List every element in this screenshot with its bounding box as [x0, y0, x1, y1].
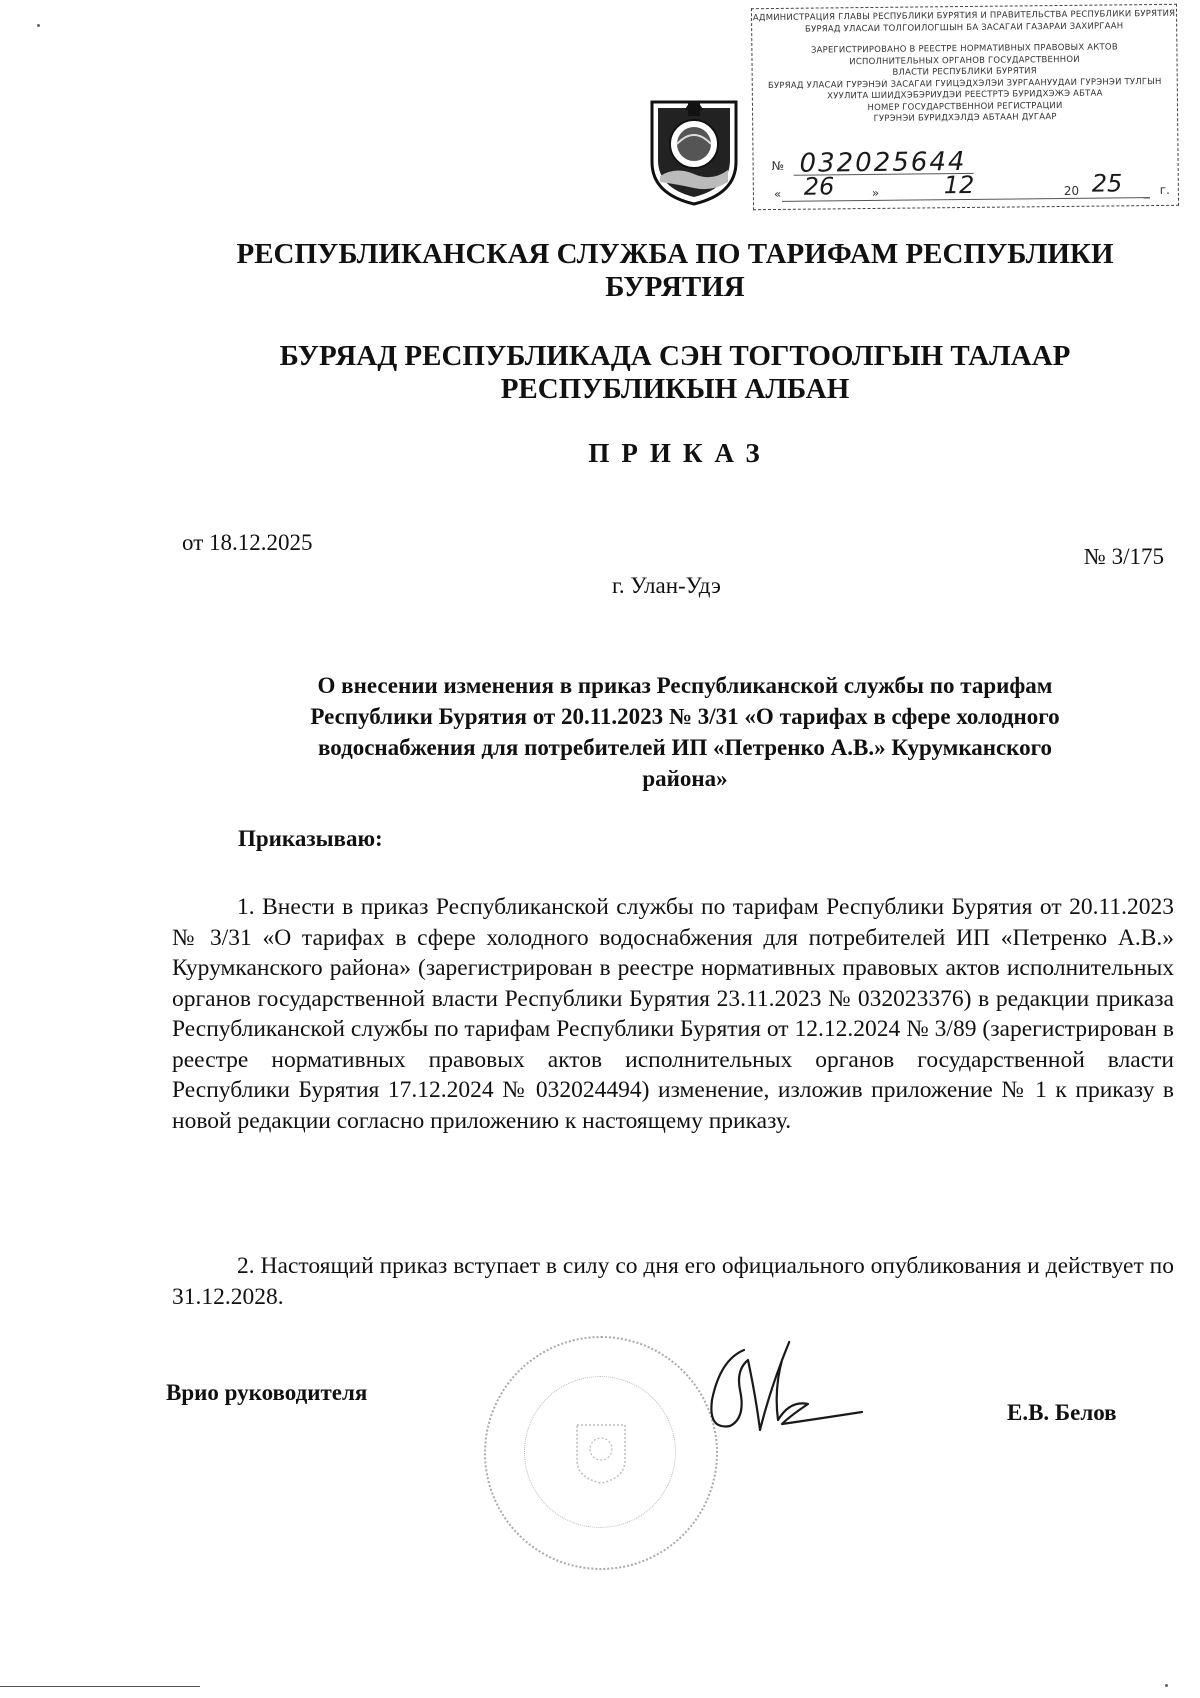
stamp-line: ВЛАСТИ РЕСПУБЛИКИ БУРЯТИЯ	[892, 66, 1037, 78]
stamp-date-year: 25	[1091, 169, 1123, 198]
stamp-date-suffix: г.	[1159, 182, 1170, 197]
stamp-number-label: №	[771, 158, 785, 174]
signatory-position: Врио руководителя	[166, 1380, 368, 1405]
handwritten-signature	[690, 1320, 870, 1450]
order-word: Приказываю:	[238, 826, 383, 851]
document-city: г. Улан-Удэ	[612, 573, 721, 598]
stamp-line: НОМЕР ГОСУДАРСТВЕННОЙ РЕГИСТРАЦИИ	[867, 100, 1063, 113]
scan-speck	[37, 24, 40, 27]
stamp-line: ЗАРЕГИСТРИРОВАНО В РЕЕСТРЕ НОРМАТИВНЫХ ПРАВОВЫХ АКТОВ	[810, 42, 1118, 56]
document-date: от 18.12.2025	[182, 530, 313, 555]
stamp-line: ИСПОЛНИТЕЛЬНЫХ ОРГАНОВ ГОСУДАРСТВЕННОЙ	[849, 54, 1080, 67]
stamp-line: ГУРЭНЭЙ БУРИДХЭЛДЭ АБТААН ДУГААР	[873, 112, 1057, 124]
stamp-registration-number: 032025644	[799, 146, 967, 179]
stamp-date-month: 12	[943, 170, 975, 200]
stamp-date-year-prefix: 20	[1063, 183, 1080, 198]
stamp-date-day: 26	[803, 172, 835, 201]
org-name-buryat: БУРЯАД РЕСПУБЛИКАДА СЭН ТОГТООЛГЫН ТАЛААР РЕСПУБЛИКЫН АЛБАН	[279, 340, 1071, 405]
document-type: ПРИКАЗ	[588, 438, 772, 468]
scan-speck	[1165, 1684, 1168, 1687]
stamp-line: ХУУЛИТА ШИИДХЭБЭРИУДЭЙ РЕЕСТРТЭ БУРИДХЭЖЭ АБТАА	[827, 88, 1103, 102]
org-name-russian: РЕСПУБЛИКАНСКАЯ СЛУЖБА ПО ТАРИФАМ РЕСПУБЛИКИ БУРЯТИЯ	[236, 238, 1114, 303]
stamp-date-row: « 26 » 12 20 25 г.	[773, 169, 1170, 202]
signatory-name: Е.В. Белов	[1007, 1400, 1117, 1425]
official-seal	[484, 1336, 718, 1570]
coat-of-arms-icon	[646, 96, 742, 208]
stamp-line: БУРЯАД УЛАСАЙ ГУРЭНЭЙ ЗАСАГАЙ ГУЙЦЭДХЭЛЭЙ ЗУРГААНУУДАЙ ГУРЭНЭЙ ТУЛГЫН	[767, 76, 1162, 91]
seal-emblem-icon	[574, 1422, 628, 1486]
order-paragraph-2: 2. Настоящий приказ вступает в силу со дня его официального опубликования и действует по 31.12.2028.	[172, 1253, 1174, 1310]
document-number: № 3/175	[1083, 544, 1164, 569]
registration-stamp	[751, 4, 1179, 210]
stamp-line: АДМИНИСТРАЦИЯ ГЛАВЫ РЕСПУБЛИКИ БУРЯТИЯ И ПРАВИТЕЛЬСТВА РЕСПУБЛИКИ БУРЯТИЯ	[752, 8, 1176, 24]
document-title: О внесении изменения в приказ Республиканской службы по тарифам Республики Бурятия от 20.11.2023 № 3/31 «О тарифах в сфере холодного водоснабжения для потребителей ИП «Петренко А.В.» Курумканского района»	[310, 673, 1060, 791]
stamp-line: БУРЯАД УЛАСАЙ ТОЛГОЙЛОГШЫН БА ЗАСАГАЙ ГАЗАРАЙ ЗАХИРГААН	[804, 20, 1124, 35]
page-edge-line	[0, 1686, 200, 1687]
order-paragraph-1: 1. Внести в приказ Республиканской службы по тарифам Республики Бурятия от 20.11.2023 № 3/31 «О тарифах в сфере холодного водоснабжения для потребителей ИП «Петренко А.В.» Курумканского района» (зарегистрирован в реестре нормативных правовых актов исполнительных органов государственной власти Республики Бурятия 23.11.2023 № 032023376) в редакции приказа Республиканской службы по тарифам Республики Бурятия от 12.12.2024 № 3/89 (зарегистрирован в реестре нормативных правовых актов исполнительных органов государственной власти Республики Бурятия 17.12.2024 № 032024494) изменение, изложив приложение № 1 к приказу в новой редакции согласно приложению к настоящему приказу.	[172, 894, 1174, 1134]
